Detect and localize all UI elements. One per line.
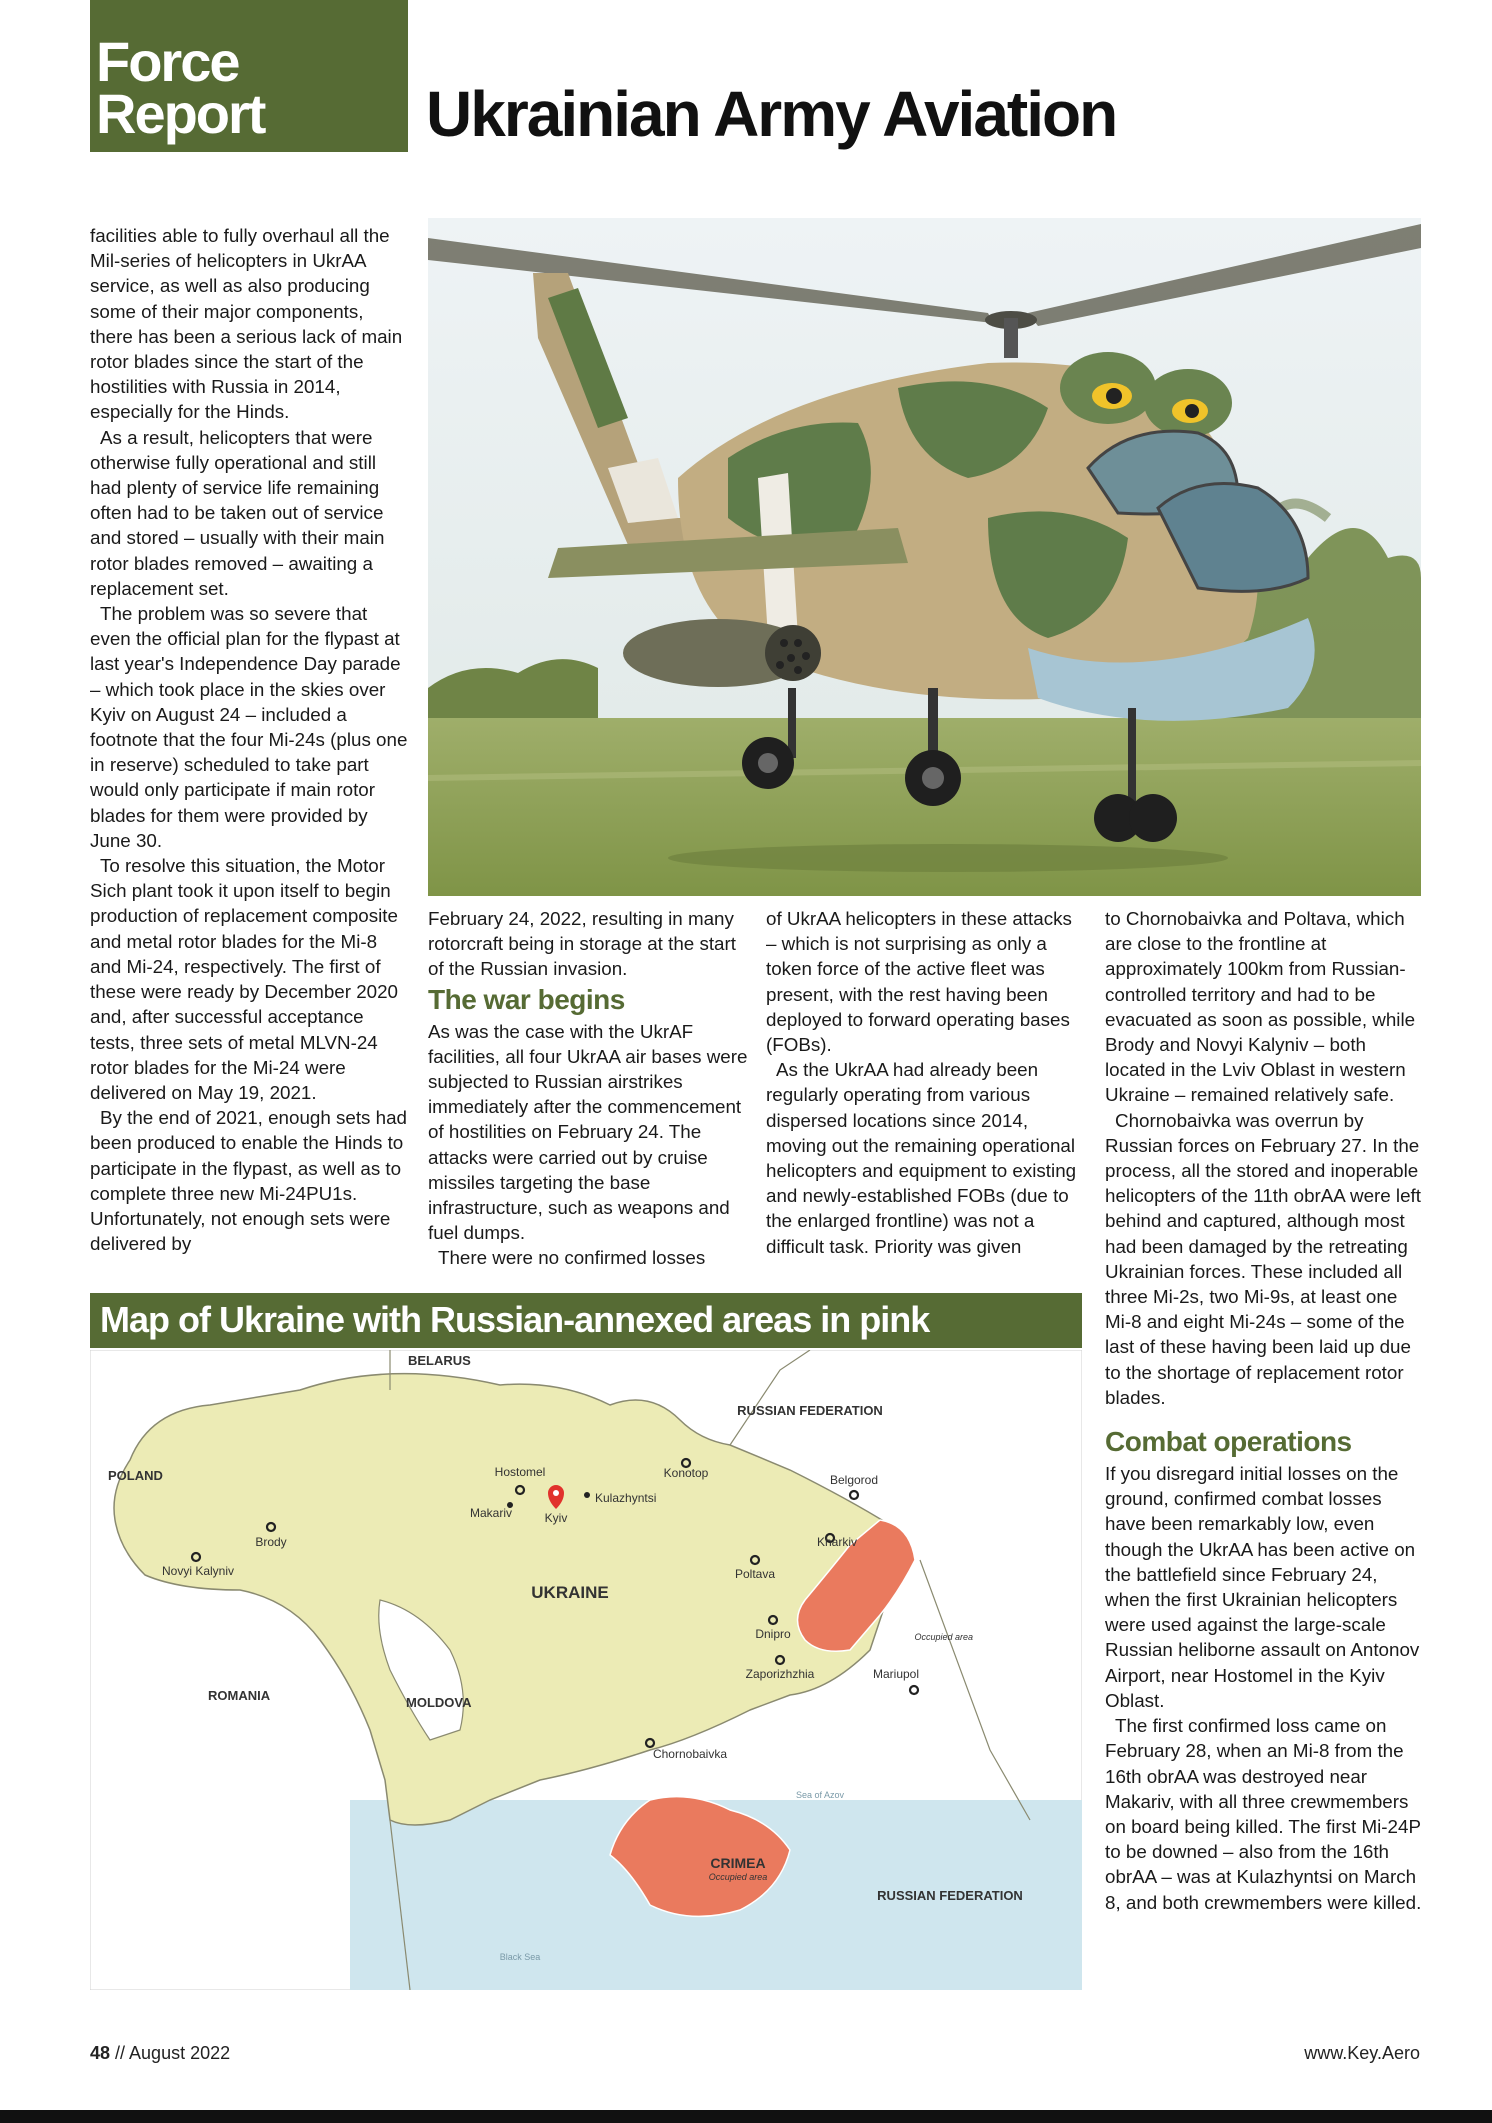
column-1 — [90, 223, 408, 1256]
col1-paragraph-5: By the end of 2021, enough sets had been produced to enable the Hinds to participate in the flypast, as well as to complete three new Mi-24PU1s. Unfortunately, not enough sets were delivered by — [90, 1107, 408, 1255]
ukraine-map — [90, 1350, 1082, 1990]
city-label-makariv: Makariv — [470, 1506, 513, 1520]
col4-paragraph-1: to Chornobaivka and Poltava, which are close to the frontline at approximately 100km from Russian-controlled territory and had to be evacuated as soon as possible, while Brody and Novyi Kalyniv – both located in the Lviv Oblast in western Ukraine – remained relatively safe. — [1105, 908, 1416, 1106]
heading-combat-operations: Combat operations — [1105, 1426, 1352, 1458]
col3-paragraph-1: of UkrAA helicopters in these attacks – which is not surprising as only a token force of the active fleet was present, with the rest having been deployed to forward operating bases (FOBs). — [766, 908, 1072, 1056]
country-label-russia-north: RUSSIAN FEDERATION — [737, 1403, 883, 1418]
city-label-kulazhyntsi: Kulazhyntsi — [595, 1491, 657, 1505]
col2-paragraph-3: There were no confirmed losses — [438, 1247, 706, 1269]
city-label-dnipro: Dnipro — [755, 1627, 791, 1641]
country-label-romania: ROMANIA — [208, 1688, 271, 1703]
occupied-east-label: Occupied area — [914, 1632, 973, 1642]
col1-paragraph-3: The problem was so severe that even the official plan for the flypast at last year's Independence Day parade – which took place in the skies over Kyiv on August 24 – included a footnote that the four Mi-24s (plus one in reserve) scheduled to take part would only participate if main rotor blades for them were provided by June 30. — [90, 603, 408, 851]
crimea-label: CRIMEA — [710, 1855, 766, 1871]
city-label-kharkiv: Kharkiv — [816, 1535, 858, 1549]
col2-paragraph-1: February 24, 2022, resulting in many rotorcraft being in storage at the start of the Russian invasion. — [428, 908, 736, 980]
map-title: Map of Ukraine with Russian-annexed areas in pink — [100, 1299, 930, 1340]
black-sea-label: Black Sea — [499, 1952, 541, 1962]
city-label-zaporizhzhia: Zaporizhzhia — [745, 1667, 815, 1681]
helicopter-illustration — [428, 218, 1421, 896]
city-label-poltava: Poltava — [734, 1567, 776, 1581]
country-label-russia-south: RUSSIAN FEDERATION — [877, 1888, 1023, 1903]
mi24-helicopter-photo — [428, 218, 1421, 896]
city-label-chornobaivka: Chornobaivka — [652, 1747, 728, 1761]
city-label-hostomel: Hostomel — [494, 1465, 546, 1479]
issue-date: // August 2022 — [110, 2043, 231, 2063]
bottom-rule — [0, 2110, 1492, 2123]
city-label-kyiv: Kyiv — [544, 1511, 568, 1525]
column-4 — [1105, 906, 1423, 1915]
country-label-moldova: MOLDOVA — [406, 1695, 472, 1710]
city-label-novyi-kalyniv: Novyi Kalyniv — [162, 1564, 235, 1578]
city-label-mariupol: Mariupol — [872, 1667, 920, 1681]
ukraine-map-figure — [90, 1293, 1082, 1990]
map-title-bar — [90, 1293, 1082, 1348]
col4-paragraph-4: The first confirmed loss came on February 28, when an Mi-8 from the 16th obrAA was destroyed near Makariv, with all three crewmembers on board being killed. The first Mi-24P to be downed – also from the 16th obrAA – was at Kulazhyntsi on March 8, and both crewmembers were killed. — [1105, 1715, 1422, 1913]
country-label-ukraine: UKRAINE — [531, 1583, 609, 1602]
badge-line-1: Force — [96, 30, 239, 93]
heading-the-war-begins: The war begins — [428, 983, 625, 1015]
city-label-konotop: Konotop — [663, 1466, 709, 1480]
col4-paragraph-3: If you disregard initial losses on the ground, confirmed combat losses have been remarkably low, even though the UkrAA has been active on the battlefield since February 24, when the first Ukrainian helicopters were used against the large-scale Russian heliborne assault on Antonov Airport, near Hostomel in the Kyiv Oblast. — [1105, 1463, 1420, 1711]
country-label-poland: POLAND — [108, 1468, 163, 1483]
country-label-belarus: BELARUS — [408, 1353, 471, 1368]
city-marker-kulazhyntsi — [584, 1492, 590, 1498]
website-url: www.Key.Aero — [1304, 2043, 1420, 2063]
col2-paragraph-2: As was the case with the UkrAF facilities, all four UkrAA air bases were subjected to Russian airstrikes immediately after the commencement of hostilities on February 24. The attacks were carried out by cruise missiles targeting the base infrastructure, such as weapons and fuel dumps. — [428, 1020, 748, 1244]
column-3 — [766, 906, 1086, 1259]
col4-paragraph-2: Chornobaivka was overrun by Russian forces on February 27. In the process, all the stored and inoperable helicopters of the 11th obrAA were left behind and captured, although most had been damaged by the retreating Ukrainian forces. These included all three Mi-2s, two Mi-9s, at least one Mi-8 and eight Mi-24s – some of the last of these having been laid up due to the shortage of replacement rotor blades. — [1105, 1109, 1421, 1408]
sea-of-azov-label: Sea of Azov — [795, 1790, 845, 1800]
col1-paragraph-1: facilities able to fully overhaul all the Mil-series of helicopters in UkrAA service, as well as also producing some of their major components, there has been a serious lack of main rotor blades since the start of the hostilities with Russia in 2014, especially for the Hinds. — [90, 225, 403, 423]
badge-line-2: Report — [96, 82, 265, 145]
crimea-sub-label: Occupied area — [708, 1872, 768, 1882]
page-number: 48 — [90, 2043, 111, 2063]
col1-paragraph-4: To resolve this situation, the Motor Sich plant took it upon itself to begin production of replacement composite and metal rotor blades for the Mi-8 and Mi-24, respectively. The first of these were ready by December 2020 and, after successful acceptance tests, three sets of metal MLVN-24 rotor blades for the Mi-24 were delivered on May 19, 2021. — [90, 855, 398, 1103]
city-label-belgorod: Belgorod — [829, 1473, 879, 1487]
page-headline: Ukrainian Army Aviation — [426, 78, 1117, 150]
col3-paragraph-2: As the UkrAA had already been regularly operating from various dispersed locations since 2014, moving out the remaining operational helicopters and equipment to existing and newly-established FOBs (due to the enlarged frontline) was not a difficult task. Priority was given — [766, 1059, 1077, 1257]
column-2 — [428, 906, 750, 1271]
col1-paragraph-2: As a result, helicopters that were otherwise fully operational and still had plenty of service life remaining often had to be taken out of service and stored – usually with their main rotor blades removed – awaiting a replacement set. — [90, 426, 385, 599]
section-badge — [90, 0, 408, 152]
page-folio — [90, 2043, 230, 2064]
city-label-brody: Brody — [255, 1535, 287, 1549]
